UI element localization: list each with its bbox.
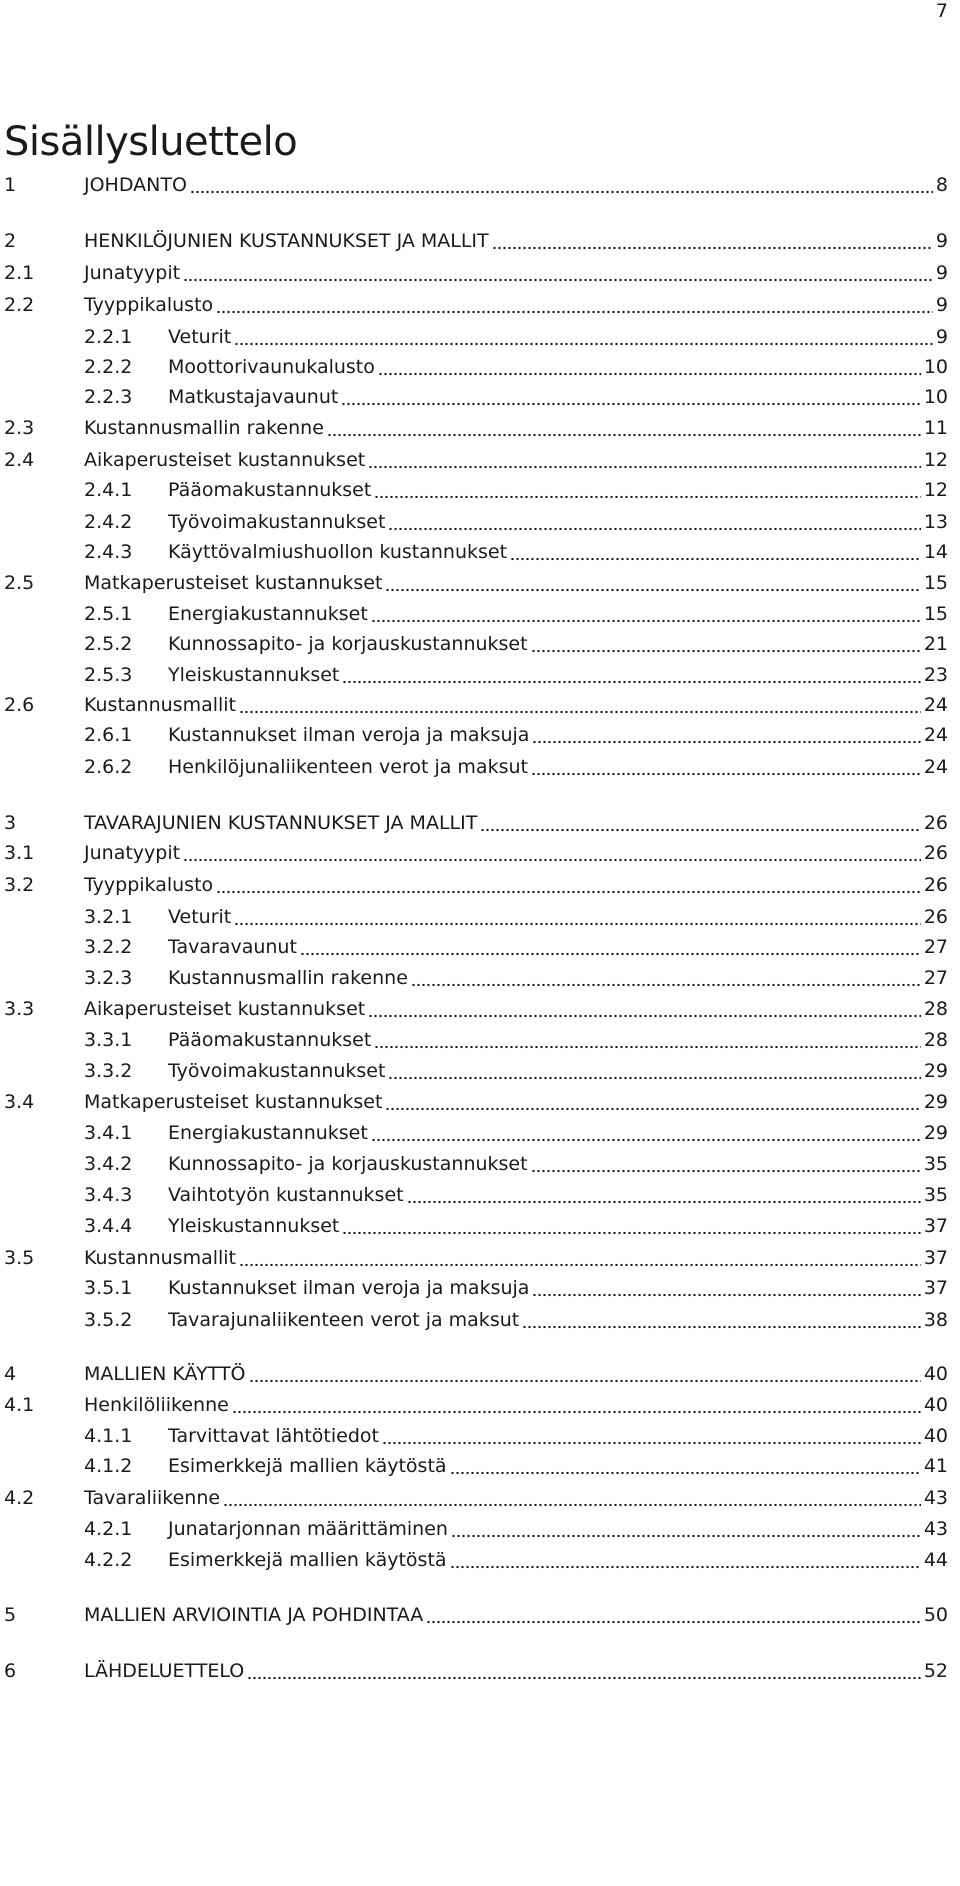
toc-entry-title: Tyyppikalusto bbox=[84, 874, 214, 896]
toc-entry-title: Henkilöliikenne bbox=[84, 1394, 229, 1416]
toc-entry-page: 52 bbox=[923, 1660, 948, 1682]
toc-leader-dots bbox=[327, 413, 921, 443]
toc-leader-dots bbox=[249, 1359, 921, 1389]
toc-entry[interactable] bbox=[0, 1600, 960, 1630]
toc-leader-dots bbox=[426, 1600, 921, 1630]
toc-entry-title: Työvoimakustannukset bbox=[168, 1060, 386, 1082]
toc-entry-number: 2.5.1 bbox=[84, 603, 133, 625]
toc-entry[interactable] bbox=[0, 870, 960, 900]
toc-entry[interactable] bbox=[0, 599, 960, 629]
toc-entry-title: HENKILÖJUNIEN KUSTANNUKSET JA MALLIT bbox=[84, 230, 489, 252]
toc-entry-number: 3.3.2 bbox=[84, 1060, 133, 1082]
toc-entry-number: 2.6.1 bbox=[84, 724, 133, 746]
toc-entry[interactable] bbox=[0, 660, 960, 690]
toc-entry-page: 23 bbox=[923, 664, 948, 686]
toc-entry[interactable] bbox=[0, 1243, 960, 1273]
toc-entry-page: 10 bbox=[923, 386, 948, 408]
toc-entry[interactable] bbox=[0, 226, 960, 256]
toc-entry[interactable] bbox=[0, 1305, 960, 1335]
toc-entry-number: 2.2.2 bbox=[84, 356, 133, 378]
toc-leader-dots bbox=[341, 382, 920, 412]
toc-leader-dots bbox=[492, 226, 933, 256]
toc-entry-page: 37 bbox=[923, 1247, 948, 1269]
toc-entry-title: LÄHDELUETTELO bbox=[84, 1660, 245, 1682]
toc-entry[interactable] bbox=[0, 808, 960, 838]
toc-leader-dots bbox=[232, 1390, 921, 1420]
toc-entry-number: 3.1 bbox=[4, 842, 35, 864]
toc-entry-title: Kustannusmallit bbox=[84, 1247, 237, 1269]
toc-entry-number: 2.5.3 bbox=[84, 664, 133, 686]
toc-entry-title: Tarvittavat lähtötiedot bbox=[168, 1425, 379, 1447]
toc-leader-dots bbox=[450, 1545, 921, 1575]
toc-entry-page: 38 bbox=[923, 1309, 948, 1331]
page-title: Sisällysluettelo bbox=[4, 119, 298, 165]
toc-entry-title: Energiakustannukset bbox=[168, 1122, 368, 1144]
toc-entry[interactable] bbox=[0, 352, 960, 382]
toc-leader-dots bbox=[234, 322, 933, 352]
toc-leader-dots bbox=[480, 808, 920, 838]
toc-entry[interactable] bbox=[0, 258, 960, 288]
toc-entry-page: 37 bbox=[923, 1215, 948, 1237]
toc-entry-title: Työvoimakustannukset bbox=[168, 511, 386, 533]
toc-entry[interactable] bbox=[0, 445, 960, 475]
toc-entry-number: 3.4.1 bbox=[84, 1122, 133, 1144]
toc-entry-title: Kustannukset ilman veroja ja maksuja bbox=[168, 724, 530, 746]
toc-entry-number: 5 bbox=[4, 1604, 17, 1626]
toc-entry-number: 2 bbox=[4, 230, 17, 252]
toc-entry-page: 26 bbox=[923, 842, 948, 864]
toc-entry-title: Aikaperusteiset kustannukset bbox=[84, 998, 366, 1020]
toc-entry-number: 3.5.2 bbox=[84, 1309, 133, 1331]
toc-entry-title: Junatyypit bbox=[84, 262, 181, 284]
toc-entry-number: 2.2.1 bbox=[84, 326, 133, 348]
toc-entry-title: Kustannusmallit bbox=[84, 694, 237, 716]
toc-leader-dots bbox=[223, 1483, 921, 1513]
toc-entry-number: 3.2.2 bbox=[84, 936, 133, 958]
toc-entry-page: 50 bbox=[923, 1604, 948, 1626]
toc-entry-page: 11 bbox=[923, 417, 948, 439]
toc-entry-number: 3.2.1 bbox=[84, 906, 133, 928]
toc-entry[interactable] bbox=[0, 1149, 960, 1179]
toc-entry-number: 3 bbox=[4, 812, 17, 834]
toc-entry-number: 3.4.4 bbox=[84, 1215, 133, 1237]
toc-entry-page: 43 bbox=[923, 1518, 948, 1540]
toc-entry-title: Aikaperusteiset kustannukset bbox=[84, 449, 366, 471]
toc-entry[interactable] bbox=[0, 720, 960, 750]
toc-entry-page: 10 bbox=[923, 356, 948, 378]
toc-entry-page: 29 bbox=[923, 1091, 948, 1113]
toc-entry-page: 14 bbox=[923, 541, 948, 563]
toc-entry-page: 26 bbox=[923, 874, 948, 896]
toc-entry-number: 2.4.1 bbox=[84, 479, 133, 501]
toc-entry-title: Kunnossapito- ja korjauskustannukset bbox=[168, 1153, 528, 1175]
toc-entry[interactable] bbox=[0, 902, 960, 932]
toc-entry[interactable] bbox=[0, 537, 960, 567]
toc-entry-number: 3.5 bbox=[4, 1247, 35, 1269]
toc-entry[interactable] bbox=[0, 1211, 960, 1241]
toc-entry-title: Kustannusmallin rakenne bbox=[84, 417, 324, 439]
toc-entry[interactable] bbox=[0, 1451, 960, 1481]
toc-leader-dots bbox=[342, 660, 920, 690]
toc-entry-page: 21 bbox=[923, 633, 948, 655]
toc-entry[interactable] bbox=[0, 1025, 960, 1055]
toc-entry-title: MALLIEN KÄYTTÖ bbox=[84, 1363, 246, 1385]
toc-entry[interactable] bbox=[0, 1390, 960, 1420]
toc-entry-page: 24 bbox=[923, 724, 948, 746]
toc-entry-page: 37 bbox=[923, 1277, 948, 1299]
toc-entry-page: 28 bbox=[923, 998, 948, 1020]
toc-entry-page: 15 bbox=[923, 603, 948, 625]
toc-entry-page: 9 bbox=[935, 294, 948, 316]
toc-leader-dots bbox=[531, 1149, 921, 1179]
toc-leader-dots bbox=[450, 1451, 921, 1481]
toc-entry-page: 29 bbox=[923, 1060, 948, 1082]
toc-entry[interactable] bbox=[0, 1056, 960, 1086]
toc-leader-dots bbox=[368, 994, 921, 1024]
toc-entry-page: 28 bbox=[923, 1029, 948, 1051]
toc-entry[interactable] bbox=[0, 1545, 960, 1575]
toc-entry[interactable] bbox=[0, 382, 960, 412]
toc-leader-dots bbox=[183, 838, 921, 868]
toc-entry[interactable] bbox=[0, 994, 960, 1024]
toc-entry[interactable] bbox=[0, 1118, 960, 1148]
toc-entry-title: JOHDANTO bbox=[84, 174, 187, 196]
toc-entry-number: 2.5 bbox=[4, 572, 35, 594]
toc-leader-dots bbox=[239, 690, 921, 720]
toc-entry-number: 2.6 bbox=[4, 694, 35, 716]
toc-entry-page: 35 bbox=[923, 1153, 948, 1175]
toc-leader-dots bbox=[532, 1273, 920, 1303]
toc-leader-dots bbox=[531, 629, 921, 659]
toc-entry-number: 3.5.1 bbox=[84, 1277, 133, 1299]
toc-entry-title: Tavarajunaliikenteen verot ja maksut bbox=[168, 1309, 520, 1331]
toc-entry[interactable] bbox=[0, 1273, 960, 1303]
toc-entry-page: 24 bbox=[923, 756, 948, 778]
toc-entry[interactable] bbox=[0, 413, 960, 443]
toc-entry-number: 4.2.2 bbox=[84, 1549, 133, 1571]
toc-entry-title: Henkilöjunaliikenteen verot ja maksut bbox=[168, 756, 528, 778]
toc-entry-title: Veturit bbox=[168, 326, 232, 348]
toc-leader-dots bbox=[234, 902, 921, 932]
toc-entry-page: 9 bbox=[935, 262, 948, 284]
toc-leader-dots bbox=[411, 963, 921, 993]
toc-entry-number: 6 bbox=[4, 1660, 17, 1682]
toc-entry-page: 26 bbox=[923, 906, 948, 928]
toc-entry[interactable] bbox=[0, 1359, 960, 1389]
toc-leader-dots bbox=[522, 1305, 921, 1335]
toc-leader-dots bbox=[371, 1118, 921, 1148]
toc-entry-number: 4.2.1 bbox=[84, 1518, 133, 1540]
toc-leader-dots bbox=[385, 568, 920, 598]
toc-entry-number: 4 bbox=[4, 1363, 17, 1385]
toc-entry[interactable] bbox=[0, 1180, 960, 1210]
toc-entry-page: 43 bbox=[923, 1487, 948, 1509]
toc-entry[interactable] bbox=[0, 475, 960, 505]
toc-entry-page: 9 bbox=[935, 326, 948, 348]
toc-entry[interactable] bbox=[0, 932, 960, 962]
toc-leader-dots bbox=[532, 720, 920, 750]
toc-entry-title: Kunnossapito- ja korjauskustannukset bbox=[168, 633, 528, 655]
toc-entry-number: 2.4.3 bbox=[84, 541, 133, 563]
toc-leader-dots bbox=[247, 1656, 921, 1686]
toc-entry-page: 35 bbox=[923, 1184, 948, 1206]
toc-entry-title: Pääomakustannukset bbox=[168, 479, 372, 501]
toc-entry-title: Tavaravaunut bbox=[168, 936, 297, 958]
toc-entry[interactable] bbox=[0, 1421, 960, 1451]
toc-entry-page: 15 bbox=[923, 572, 948, 594]
toc-entry-page: 26 bbox=[923, 812, 948, 834]
toc-entry-page: 12 bbox=[923, 449, 948, 471]
toc-entry[interactable] bbox=[0, 752, 960, 782]
toc-leader-dots bbox=[368, 445, 921, 475]
toc-entry-page: 13 bbox=[923, 511, 948, 533]
toc-entry-title: Junatarjonnan määrittäminen bbox=[168, 1518, 448, 1540]
toc-entry-number: 4.1 bbox=[4, 1394, 35, 1416]
toc-leader-dots bbox=[374, 475, 921, 505]
toc-entry[interactable] bbox=[0, 838, 960, 868]
toc-entry-number: 2.4.2 bbox=[84, 511, 133, 533]
toc-entry-title: Kustannukset ilman veroja ja maksuja bbox=[168, 1277, 530, 1299]
toc-entry-page: 40 bbox=[923, 1394, 948, 1416]
toc-entry[interactable] bbox=[0, 507, 960, 537]
toc-entry[interactable] bbox=[0, 1656, 960, 1686]
toc-leader-dots bbox=[407, 1180, 921, 1210]
toc-entry[interactable] bbox=[0, 322, 960, 352]
toc-entry-title: Yleiskustannukset bbox=[168, 664, 340, 686]
toc-entry-number: 2.2.3 bbox=[84, 386, 133, 408]
toc-leader-dots bbox=[510, 537, 921, 567]
toc-entry-title: Pääomakustannukset bbox=[168, 1029, 372, 1051]
toc-entry-page: 40 bbox=[923, 1425, 948, 1447]
toc-entry-number: 3.3 bbox=[4, 998, 35, 1020]
toc-entry-title: MALLIEN ARVIOINTIA JA POHDINTAA bbox=[84, 1604, 424, 1626]
toc-entry-number: 4.1.2 bbox=[84, 1455, 133, 1477]
toc-entry-number: 4.1.1 bbox=[84, 1425, 133, 1447]
toc-entry-title: Moottorivaunukalusto bbox=[168, 356, 375, 378]
toc-entry-title: Kustannusmallin rakenne bbox=[168, 967, 408, 989]
toc-entry-title: Käyttövalmiushuollon kustannukset bbox=[168, 541, 508, 563]
toc-entry-number: 2.3 bbox=[4, 417, 35, 439]
toc-entry-page: 24 bbox=[923, 694, 948, 716]
toc-entry-number: 3.2 bbox=[4, 874, 35, 896]
toc-leader-dots bbox=[374, 1025, 921, 1055]
toc-entry-number: 3.4 bbox=[4, 1091, 35, 1113]
toc-entry-title: TAVARAJUNIEN KUSTANNUKSET JA MALLIT bbox=[84, 812, 478, 834]
toc-entry-number: 3.3.1 bbox=[84, 1029, 133, 1051]
toc-entry[interactable] bbox=[0, 963, 960, 993]
toc-entry-title: Tavaraliikenne bbox=[84, 1487, 221, 1509]
toc-leader-dots bbox=[378, 352, 921, 382]
toc-entry-page: 40 bbox=[923, 1363, 948, 1385]
toc-entry-number: 3.4.2 bbox=[84, 1153, 133, 1175]
toc-entry-number: 3.4.3 bbox=[84, 1184, 133, 1206]
toc-leader-dots bbox=[385, 1087, 920, 1117]
toc-entry-title: Veturit bbox=[168, 906, 232, 928]
toc-leader-dots bbox=[531, 752, 921, 782]
toc-leader-dots bbox=[371, 599, 921, 629]
toc-entry-title: Matkustajavaunut bbox=[168, 386, 339, 408]
toc-entry[interactable] bbox=[0, 629, 960, 659]
toc-entry-number: 1 bbox=[4, 174, 17, 196]
toc-entry-title: Matkaperusteiset kustannukset bbox=[84, 1091, 383, 1113]
toc-entry-number: 2.6.2 bbox=[84, 756, 133, 778]
toc-entry-page: 41 bbox=[923, 1455, 948, 1477]
toc-entry[interactable] bbox=[0, 1514, 960, 1544]
toc-entry-number: 2.5.2 bbox=[84, 633, 133, 655]
toc-entry-title: Esimerkkejä mallien käytöstä bbox=[168, 1455, 447, 1477]
toc-entry-page: 29 bbox=[923, 1122, 948, 1144]
toc-entry-title: Yleiskustannukset bbox=[168, 1215, 340, 1237]
toc-entry[interactable] bbox=[0, 690, 960, 720]
toc-leader-dots bbox=[342, 1211, 920, 1241]
toc-entry-page: 27 bbox=[923, 967, 948, 989]
toc-entry-number: 2.2 bbox=[4, 294, 35, 316]
toc-entry-title: Energiakustannukset bbox=[168, 603, 368, 625]
toc-entry-number: 2.1 bbox=[4, 262, 35, 284]
toc-entry-number: 4.2 bbox=[4, 1487, 35, 1509]
toc-leader-dots bbox=[216, 870, 921, 900]
toc-leader-dots bbox=[239, 1243, 921, 1273]
toc-entry[interactable] bbox=[0, 1483, 960, 1513]
toc-entry-page: 12 bbox=[923, 479, 948, 501]
toc-entry[interactable] bbox=[0, 568, 960, 598]
toc-leader-dots bbox=[216, 290, 933, 320]
toc-leader-dots bbox=[388, 1056, 920, 1086]
toc-entry[interactable] bbox=[0, 1087, 960, 1117]
toc-leader-dots bbox=[451, 1514, 921, 1544]
toc-entry-page: 27 bbox=[923, 936, 948, 958]
toc-entry-title: Vaihtotyön kustannukset bbox=[168, 1184, 404, 1206]
toc-leader-dots bbox=[300, 932, 921, 962]
toc-entry-page: 44 bbox=[923, 1549, 948, 1571]
toc-entry-number: 3.2.3 bbox=[84, 967, 133, 989]
toc-entry[interactable] bbox=[0, 290, 960, 320]
toc-entry-title: Matkaperusteiset kustannukset bbox=[84, 572, 383, 594]
toc-entry-title: Tyyppikalusto bbox=[84, 294, 214, 316]
toc-entry-page: 8 bbox=[935, 174, 948, 196]
toc-entry-title: Junatyypit bbox=[84, 842, 181, 864]
page-number: 7 bbox=[935, 0, 948, 22]
toc-entry-number: 2.4 bbox=[4, 449, 35, 471]
toc-entry-title: Esimerkkejä mallien käytöstä bbox=[168, 1549, 447, 1571]
toc-entry-page: 9 bbox=[935, 230, 948, 252]
toc-entry[interactable] bbox=[0, 170, 960, 200]
toc-leader-dots bbox=[183, 258, 933, 288]
toc-leader-dots bbox=[190, 170, 933, 200]
toc-leader-dots bbox=[388, 507, 920, 537]
toc-leader-dots bbox=[382, 1421, 921, 1451]
